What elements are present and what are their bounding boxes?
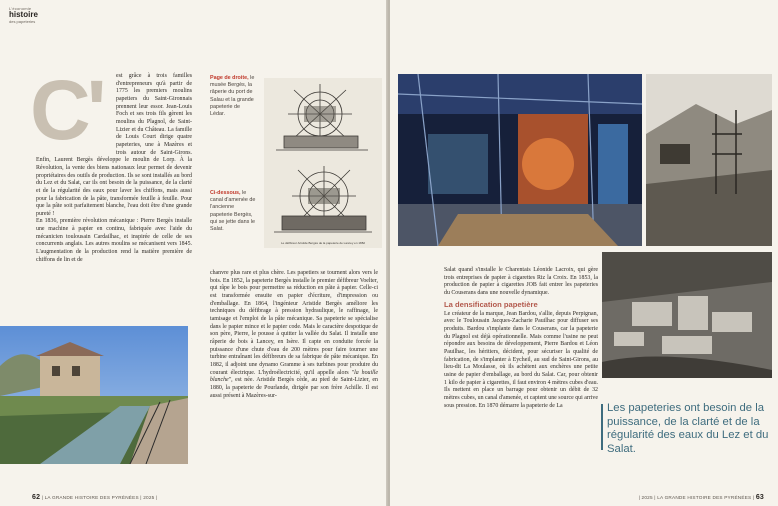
drop-cap: C' [30,63,103,157]
ledar-aerial-photo [602,252,772,378]
caption-canal [210,190,256,233]
article-paragraph: En 1836, première révolution mécanique : Pierre Bergès installe une machine à papier en continu, fabriquée avec l'aide du mécanicien toulousain Cardailhac, et inspirée de celle de ses concurrents anglais. Les autres moulins se mécanisent vers 1845. L'augmentation de la production rend la matière première de chiffons de lin et de [36,218,192,263]
salau-rapery-photo [646,74,772,246]
rubric-line2: histoire [9,10,38,20]
folio-left: 62 | LA GRANDE HISTOIRE DES PYRÉNÉES | 2025 | [32,494,158,501]
folio-year: 2025 [143,495,155,500]
left-article-column-1 [36,73,192,303]
article-quote: "la houille blanche" [210,369,378,384]
section-subheading: La densification papetière [444,299,538,309]
pull-quote: Les papeteries ont besoin de la puissance, de la clarté et de la régularité des eaux du Lez et du Salat. [607,402,769,455]
article-text: , est née. Aristide Bergès cède, au pied de Saint-Lizier, en 1880, la papeterie de Pourlande, dirigée par son frère Achille. Il est aussi présent à Mazères-sur- [210,377,378,399]
aerial-photo-drawing [602,252,772,378]
defibreur-engraving [264,78,382,248]
caption-highlight: Page de droite, [210,75,249,81]
caption-highlight: Ci-dessous, [210,190,241,196]
rubric-line3: des papeteries [9,18,36,24]
article-paragraph: Salat quand s'installe le Charentais Léonide Lacroix, qui gère trois entreprises de papier à cigarettes Riz la Croix. En 1853, la production de papier à cigarettes JOB fait entrer les papeteries du Couserans dans une nouvelle dynamique. [444,267,598,296]
left-article-column-2 [210,270,378,470]
page-number: 63 [755,494,764,501]
caption-text: le musée Bergès, la râperie du port de Salau et la grande papeterie de Lédar. [210,75,255,118]
rubric-line1: L'économie [9,6,32,11]
salau-photo-drawing [646,74,772,246]
canal-photo [0,326,188,464]
canal-photo-drawing [0,326,188,464]
dropcap-wrap-space [36,73,116,157]
pull-quote-bar [601,404,603,450]
right-page [390,0,778,506]
folio-title: LA GRANDE HISTOIRE DES PYRÉNÉES [657,495,752,500]
museum-photo-drawing [398,74,642,246]
museum-interior-photo [398,74,642,246]
section-rubric [9,7,38,24]
caption-right-page-photos [210,75,256,118]
right-article-column [444,267,598,473]
folio-right: | 2025 | LA GRANDE HISTOIRE DES PYRÉNÉES | 63 [638,494,764,501]
article-text: chanvre plus rare et plus chère. Les papetiers se tournent alors vers le bois. En 1852, la papeterie Bergès installe le premier défibreur Voelter, qui râpe le bois pour permettre sa réduction en pâte à papier. Celle-ci est transformée ensuite en papier d'écriture, d'impression ou d'emballage. En 1864, l'ingénieur Aristide Bergès améliore les techniques du défibrage à pression hydraulique, le raffinage, le tamisage et l'emploi de la pâte mécanique. Sa papeterie se spécialise dans le papier mince et le papier code. Mais le caractère despotique de son père, Pierre, le pousse à quitter la vallée du Salat. Il installe une râperie de bois à Lancey, en Isère. Il capte en conduite forcée la puissance d'une chute d'eau de 200 mètres pour faire tourner une turbine entraînant les défibreurs de sa fabrique de pâte mécanique. En 1882, il adjoint une dynamo Gramme à ses turbines pour produire du courant électrique. L'hydroélectricité, qu'il appelle alors [210,270,378,376]
engraving-drawing [264,78,382,248]
engraving-caption: Le défibreur Aristide Bergès de la papeterie de Lancey en 1882 [280,241,366,245]
article-paragraph: est grâce à trois familles d'entrepreneurs qu'à partir de 1775 les premiers moulins papetiers du Saint-Gironnais prennent leur essor. Jean-Louis Foch et ses trois fils gèrent les moulins du Plagnol, de Saint-Lizier et du Château. La famille de Louis Court dirige quatre papeteries, une à Mazères et trois autour de Saint-Girons. Enfin, Laurent Bergès développe le moulin de Lorp. À la Révolution, la vente des biens nationaux leur permet de devenir propriétaires des outils de production. Ils se sont installés au bord du Lez et du Salat, car ils ont besoin de la puissance, de la clarté et de la régularité des eaux pour laver les chiffons, mais aussi pour la fabrication de la pâte, transformée feuille à feuille. Pour que la pâte soit parfaitement blanche, l'eau doit être d'une grande pureté ! [36,73,192,217]
caption-text: le canal d'amenée de l'ancienne papeterie Bergès, qui se jette dans le Salat. [210,190,256,233]
article-paragraph [210,270,378,400]
article-paragraph: Le créateur de la marque, Jean Bardou, s'allie, depuis Perpignan, avec le Toulousain Jacques-Zacharie Pauilhac pour diffuser ses produits. Bardou s'implante dans le Couserans, car la papeterie du Plagnol est déjà opérationnelle. Mais comme l'usine ne peut répondre aux besoins de développement, Pierre Bardou et Léon Pauilhac, les héritiers, décident, pour sécuriser la qualité de fabrication, de s'implanter à Eycheil, au sud de Saint-Girons, au lieu-dit La Moulasse, où ils achètent aux enchères une petite usine de papier d'emballage, au bord du Salat. Car, pour obtenir 1 kilo de papier à cigarettes, il faut environ 4 mètres cubes d'eau. Ils mettent en place un barrage pour obtenir un débit de 32 mètres cubes, un canal d'amenée, et captent une source qui arrive sous pression. En 1870 démarre la papeterie de La [444,310,598,409]
folio-title: LA GRANDE HISTOIRE DES PYRÉNÉES [44,495,139,500]
page-number: 62 [32,494,41,501]
folio-year: 2025 [641,495,653,500]
left-page [0,0,388,506]
